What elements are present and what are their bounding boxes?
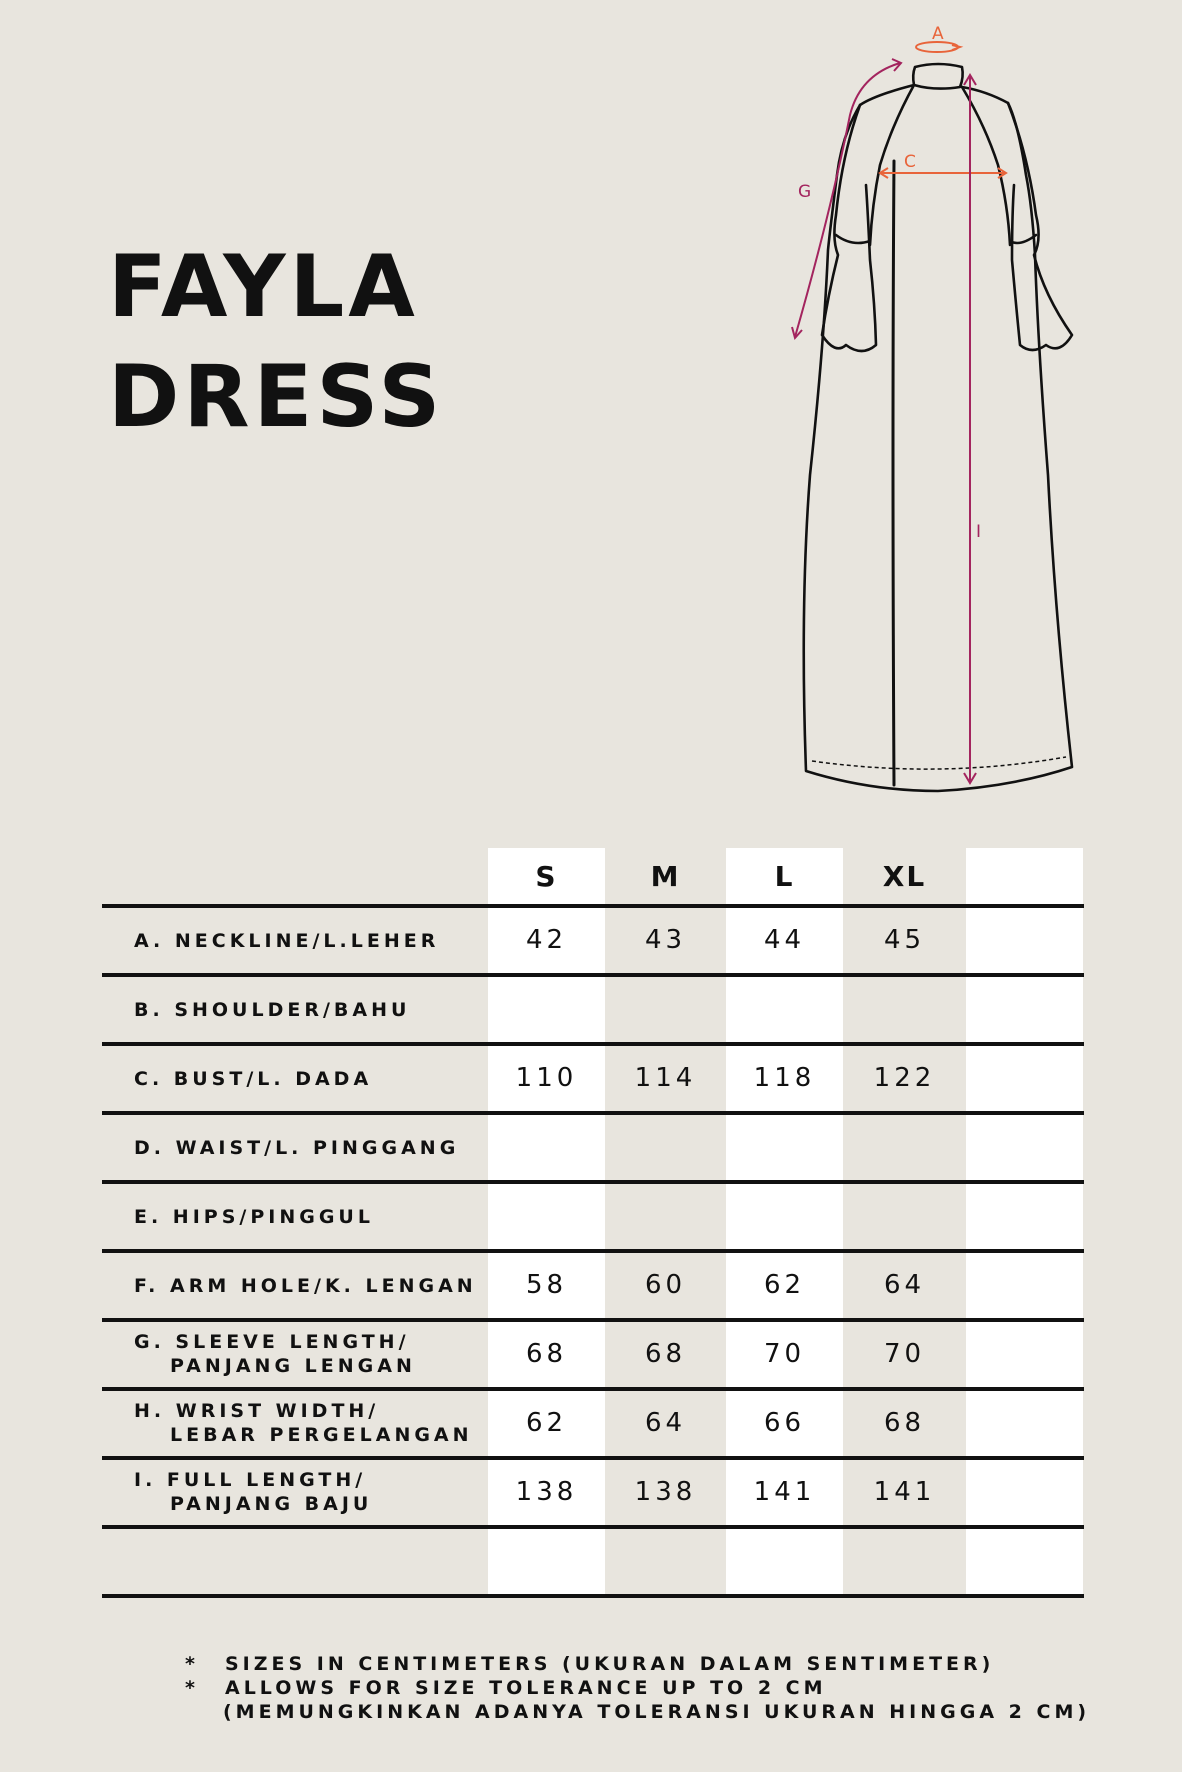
size-value-xl: 45 — [883, 925, 926, 955]
title-line-2: DRESS — [108, 347, 445, 447]
table-row — [102, 1529, 1084, 1598]
size-value-l: 62 — [763, 1270, 806, 1300]
size-value-s: 68 — [525, 1339, 568, 1369]
size-value-xl: 122 — [873, 1063, 936, 1093]
size-value-m: 43 — [644, 925, 687, 955]
measure-i-label: I — [976, 522, 982, 542]
size-value-m: 138 — [634, 1477, 697, 1507]
size-value-m: 64 — [644, 1408, 687, 1438]
row-label-continuation: LEBAR PERGELANGAN — [170, 1424, 473, 1446]
row-label-line: H. WRIST WIDTH/ — [134, 1400, 380, 1422]
row-label-line: F. ARM HOLE/K. LENGAN — [134, 1275, 477, 1297]
size-value-s: 58 — [525, 1270, 568, 1300]
footnote-2-bullet: * — [185, 1677, 199, 1699]
table-row — [102, 1253, 1084, 1322]
row-label-continuation: PANJANG LENGAN — [170, 1355, 416, 1377]
size-value-l: 66 — [763, 1408, 806, 1438]
page-title — [108, 232, 444, 452]
row-label-line: E. HIPS/PINGGUL — [134, 1206, 374, 1228]
measure-a-label: A — [932, 24, 944, 44]
table-row — [102, 1391, 1084, 1460]
size-value-xl: 141 — [873, 1477, 936, 1507]
size-value-xl: 64 — [883, 1270, 926, 1300]
row-label — [134, 1204, 374, 1230]
dress-sleeve-right — [1008, 103, 1072, 350]
dress-hem-dash — [812, 757, 1066, 769]
row-label — [134, 997, 410, 1023]
row-label — [134, 1066, 372, 1092]
footnote-3-text: (MEMUNGKINKAN ADANYA TOLERANSI UKURAN HINGGA 2 CM) — [223, 1701, 1091, 1723]
size-value-s: 138 — [515, 1477, 578, 1507]
table-row — [102, 1046, 1084, 1115]
footnote-2 — [185, 1676, 1090, 1700]
dress-collar — [913, 64, 962, 89]
table-row — [102, 1460, 1084, 1529]
row-label — [134, 1273, 477, 1299]
size-value-m: 60 — [644, 1270, 687, 1300]
dress-diagram — [780, 15, 1090, 805]
size-value-s: 110 — [515, 1063, 578, 1093]
footnote-3 — [185, 1700, 1090, 1724]
row-label — [134, 1468, 372, 1516]
table-row — [102, 908, 1084, 977]
row-label — [134, 928, 439, 954]
measure-g-label: G — [798, 182, 812, 202]
row-label — [134, 1135, 459, 1161]
row-label — [134, 1330, 416, 1378]
size-value-l: 70 — [763, 1339, 806, 1369]
table-header-rule — [102, 848, 1084, 908]
row-label-line: B. SHOULDER/BAHU — [134, 999, 411, 1021]
size-value-m: 114 — [634, 1063, 697, 1093]
row-label-line: I. FULL LENGTH/ — [134, 1469, 367, 1491]
size-value-s: 62 — [525, 1408, 568, 1438]
measure-a-arrow — [952, 45, 960, 50]
table-row — [102, 1322, 1084, 1391]
size-value-xl: 70 — [883, 1339, 926, 1369]
size-value-s: 42 — [525, 925, 568, 955]
title-line-1: FAYLA — [108, 237, 419, 337]
row-label-line: A. NECKLINE/L.LEHER — [134, 930, 440, 952]
table-row — [102, 1115, 1084, 1184]
footnote-1-text: SIZES IN CENTIMETERS (UKURAN DALAM SENTIMETER) — [225, 1653, 995, 1675]
size-value-l: 44 — [763, 925, 806, 955]
row-label — [134, 1399, 473, 1447]
footnotes — [185, 1652, 1090, 1724]
row-label-line: G. SLEEVE LENGTH/ — [134, 1331, 410, 1353]
dress-cuff-left — [836, 235, 870, 243]
dress-center-front — [893, 161, 894, 785]
row-label-continuation: PANJANG BAJU — [170, 1493, 373, 1515]
row-label-line: C. BUST/L. DADA — [134, 1068, 373, 1090]
size-value-m: 68 — [644, 1339, 687, 1369]
size-value-l: 141 — [753, 1477, 816, 1507]
size-value-l: 118 — [753, 1063, 816, 1093]
table-row — [102, 1184, 1084, 1253]
size-header-m: M — [650, 860, 681, 893]
footnote-2-text: ALLOWS FOR SIZE TOLERANCE UP TO 2 CM — [225, 1677, 827, 1699]
footnote-1 — [185, 1652, 1090, 1676]
size-value-xl: 68 — [883, 1408, 926, 1438]
table-row — [102, 977, 1084, 1046]
footnote-1-bullet: * — [185, 1653, 199, 1675]
row-label-line: D. WAIST/L. PINGGANG — [134, 1137, 460, 1159]
dress-cuff-right — [1010, 235, 1036, 243]
size-header-xl: XL — [882, 860, 927, 893]
size-header-s: S — [535, 860, 558, 893]
size-header-l: L — [774, 860, 795, 893]
measure-c-label: C — [904, 152, 916, 172]
